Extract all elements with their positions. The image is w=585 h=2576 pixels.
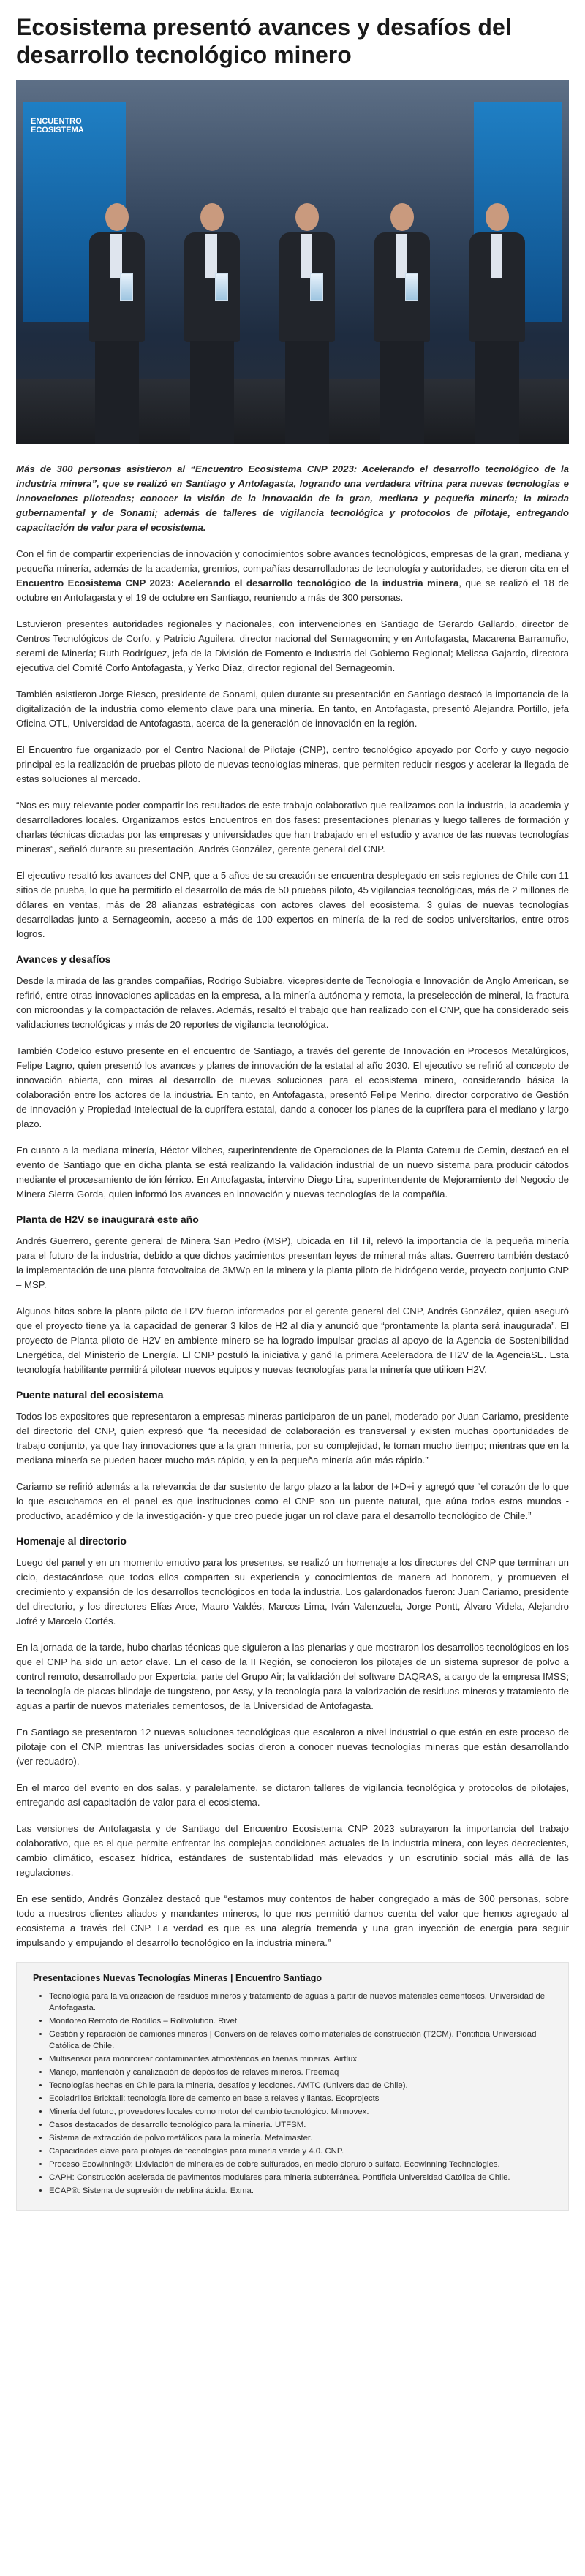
honoree-figure [83, 203, 149, 444]
box-title: Presentaciones Nuevas Tecnologías Mineras | Encuentro Santiago [33, 1973, 322, 1983]
paragraph: Estuvieron presentes autoridades regionales y nacionales, con intervenciones en Santiago de Gerardo Gallardo, director de Centros Tecnológicos de Corfo, y Patricio Aguilera, director nacional del Sernageomin; y en Antofagasta, Macarena Barramuño, seremi de Minería; Ruth Rodríguez, jefa de la División de Fomento e Industria del Gobierno Regional; Melissa Gajardo, directora ejecutiva del Comité Corfo Antofagasta, y Yerko Díaz, director regional del Sernageomin. [16, 618, 569, 673]
paragraph: En ese sentido, Andrés González destacó que “estamos muy contentos de haber congregado a más de 300 personas, sobre todo a nuestros clientes aliados y mandantes mineros, lo que nos permitió darnos cuenta del valor que hemos agregado al ecosistema a través del CNP. La verdad es que es una alegría tremenda y una gran inyección de energía para seguir impulsando y empujando el desarrollo tecnológico en la industria minera.” [16, 1893, 569, 1948]
honoree-figure [178, 203, 244, 444]
paragraph: Algunos hitos sobre la planta piloto de H2V fueron informados por el gerente general del CNP, Andrés González, quien aseguró que el proyecto tiene ya la capacidad de generar 3 kilos de H2 al día y anunció que “prontamente la planta será inaugurada”. El proyecto de Planta piloto de H2V en ambiente minero se ha logrado impulsar gracias al apoyo de la Agencia de Sostenibilidad Energética, del Ministerio de Energía. El CNP postuló la iniciativa y ganó la primera Aceleradora de H2V de la AgenciaSE. Esta tecnología habilitante permitirá pilotear nuevos equipos y nuevas tecnologías para la minería que utilicen H2V. [16, 1306, 569, 1375]
paragraph: “Nos es muy relevante poder compartir los resultados de este trabajo colaborativo que realizamos con la industria, la academia y desarrolladores locales. Organizamos estos Encuentros en dos fases: presentaciones plenarias y luego talleres de formación y charlas técnicas dictadas por las empresas y universidades que han trabajado en el estudio y avance de las nuevas tecnologías mineras”, señaló durante su presentación, Andrés González, gerente general del CNP. [16, 800, 569, 855]
paragraph: En la jornada de la tarde, hubo charlas técnicas que siguieron a las plenarias y que mostraron los desarrollos tecnológicos en los que el CNP ha sido un actor clave. En el caso de la II Región, se conocieron los pilotajes de un sistema supresor de polvo a control remoto, desarrollado por Expertcia, parte del Grupo Air; la validación del software DAQRAS, a cargo de la empresa IMSS; la tecnología de placas blindaje de tungsteno, por Assy, y la tecnología para la valorización de residuos mineros y tratamiento de aguas a partir de nuevos materiales cementosos, de la Universidad de Antofagasta. [16, 1642, 569, 1711]
paragraph: Desde la mirada de las grandes compañías, Rodrigo Subiabre, vicepresidente de Tecnología e Innovación de Anglo American, se refirió, entre otras innovaciones aplicadas en la empresa, a la minería autónoma y remota, la preselección de mineral, la fractura con microondas y la compactación de relaves. Además, resaltó el trabajo que han realizado con el CNP, que ha considerado seis validaciones tecnológicas y más de 20 reportes de vigilancia tecnológica. [16, 975, 569, 1030]
list-item: • Multisensor para monitorear contaminantes atmosféricos en faenas mineras. Airflux. [49, 2053, 552, 2065]
list-item: • Tecnología para la valorización de residuos mineros y tratamiento de aguas a partir de nuevos materiales cementosos. Universidad de Antofagasta. [49, 1990, 552, 2014]
list-item: • Monitoreo Remoto de Rodillos – Rollvolution. Rivet [49, 2015, 552, 2027]
paragraph: También asistieron Jorge Riesco, presidente de Sonami, quien durante su presentación en Santiago destacó la importancia de la digitalización de la industria como elemento clave para una minería. En tanto, en Antofagasta, presentó Alejandra Portillo, jefa Oficina OTL, Universidad de Antofagasta, acerca de la generación de innovación en la región. [16, 689, 569, 729]
honoree-figure [369, 203, 434, 444]
paragraph: Andrés Guerrero, gerente general de Minera San Pedro (MSP), ubicada en Til Til, relevó la importancia de la pequeña minería para el futuro de la industria, debido a que dichos yacimientos presentan leyes de mineral más altas. Guerrero también destacó la implementación de una planta fotovoltaica de 3MWp en la minera y la planta piloto de hidrógeno verde, proyecto conjunto CNP – MSP. [16, 1235, 569, 1290]
honoree-figure [273, 203, 339, 444]
article-title: Ecosistema presentó avances y desafíos del desarrollo tecnológico minero [16, 14, 512, 68]
list-item: • Minería del futuro, proveedores locales como motor del cambio tecnológico. Minnovex. [49, 2106, 552, 2118]
technologies-box [16, 1962, 569, 2211]
article-lead: Más de 300 personas asistieron al “Encuentro Ecosistema CNP 2023: Acelerando el desarrollo tecnológico de la industria minera”, que se realizó en Santiago y Antofagasta, logrando una verdadera vitrina para nuevas tecnologías e innovaciones piloteadas; conocer la visión de la innovación de la gran, mediana y pequeña minería; la mirada gubernamental y de Sonami; además de talleres de vigilancia tecnológica y protocolos de pilotaje, entregando capacitación de valor para el ecosistema. [16, 463, 569, 533]
list-item: • Casos destacados de desarrollo tecnológico para la minería. UTFSM. [49, 2119, 552, 2131]
paragraph: Las versiones de Antofagasta y de Santiago del Encuentro Ecosistema CNP 2023 subrayaron la importancia del trabajo colaborativo, que es el que permite enfrentar las complejas condiciones actuales de la industria minera, con leyes decrecientes, cambio climático, escasez hídrica, estándares de sustentabilidad más elevados y un escrutinio social más allá de las regulaciones. [16, 1823, 569, 1878]
paragraph: Luego del panel y en un momento emotivo para los presentes, se realizó un homenaje a los directores del CNP que terminan un ciclo, destacándose que todos ellos comparten su experiencia y conocimientos de manera ad honorem, y promueven el crecimiento y expansión de los desarrollos tecnológicos en toda la industria. Los galardonados fueron: Juan Cariamo, presidente del directorio, y los directores Elías Arce, Mauro Valdés, Marcos Lima, Iván Valenzuela, Jorge Pontt, Álvaro Videla, Alejandro Jofré y Marcelo Cortés. [16, 1557, 569, 1626]
technologies-list [33, 1990, 552, 2197]
paragraph: En cuanto a la mediana minería, Héctor Vilches, superintendente de Operaciones de la Planta Catemu de Cemin, destacó en el evento de Santiago que en dicha planta se está realizando la validación industrial de un nuevo sistema para producir cátodos mediante el procesamiento de ión férrico. En Antofagasta, intervino Diego Lira, superintendente de Mejoramiento del Negocio de Minera Sierra Gorda, quien informó los avances en innovación y nuevas tecnologías de la compañía. [16, 1145, 569, 1200]
banner-text: ENCUENTRO ECOSISTEMA [31, 117, 84, 135]
list-item: • Gestión y reparación de camiones mineros | Conversión de relaves como materiales de construcción (T2CM). Pontificia Universidad Católica de Chile. [49, 2028, 552, 2052]
paragraph: En Santiago se presentaron 12 nuevas soluciones tecnológicas que escalaron a nivel industrial o que están en este proceso de pilotaje con el CNP, mientras las universidades socias dieron a conocer nuevas tecnologías mineras que están desarrollando (ver recuadro). [16, 1727, 569, 1767]
list-item: • CAPH: Construcción acelerada de pavimentos modulares para minería subterránea. Pontificia Universidad Católica de Chile. [49, 2172, 552, 2183]
presenter-figure [464, 203, 529, 444]
event-photo [16, 80, 569, 444]
section-heading: Puente natural del ecosistema [16, 1389, 164, 1401]
paragraph: También Codelco estuvo presente en el encuentro de Santiago, a través del gerente de Innovación en Procesos Metalúrgicos, Felipe Lagno, quien presentó los avances y planes de innovación de la estatal al año 2030. El ejecutivo se refirió al concepto de innovación abierta, con miras al desarrollo de nuevas soluciones para el ecosistema minero, considerando básica la colaboración entre los actores de la industria. En tanto, en Antofagasta, presentó Felipe Merino, director corporativo de Gestión de Innovación y Propiedad Intelectual de la cuprífera estatal, dando a conocer los planes de la cuprífera para el mediano y largo plazo. [16, 1045, 569, 1129]
paragraph: El ejecutivo resaltó los avances del CNP, que a 5 años de su creación se encuentra desplegado en seis regiones de Chile con 11 sitios de prueba, lo que ha permitido el desarrollo de más de 50 pruebas piloto, 45 vigilancias tecnológicas, más de 2 millones de dólares en ventas, más de 28 alianzas estratégicas con actores claves del ecosistema, 3 guías de nuevas tecnologías desarrolladas junto a Sernageomin, acceso a más de 100 expertos en minería de la red de socios universitarios, entre otros logros. [16, 870, 569, 939]
paragraph: Todos los expositores que representaron a empresas mineras participaron de un panel, moderado por Juan Cariamo, presidente del directorio del CNP, quien expresó que “la necesidad de colaboración es transversal y existen muchas oportunidades de trabajo conjunto, ya que hay innovaciones que a la gran minería, por su complejidad, le toman mucho tiempo; mientras que en la mediana minería se pueden hacer mucho más rápido, y en la pequeña minería aún más rápido.” [16, 1411, 569, 1466]
list-item: • Tecnologías hechas en Chile para la minería, desafíos y lecciones. AMTC (Universidad de Chile). [49, 2080, 552, 2091]
list-item: • ECAP®: Sistema de supresión de neblina ácida. Exma. [49, 2185, 552, 2197]
paragraph: Con el fin de compartir experiencias de innovación y conocimientos sobre avances tecnológicos, empresas de la gran, mediana y pequeña minería, además de la academia, gremios, compañías desarrolladoras de tecnología y autoridades, se dieron cita en el Encuentro Ecosistema CNP 2023: Acelerando el desarrollo tecnológico de la industria minera, que se realizó el 18 de octubre en Antofagasta y el 19 de octubre en Santiago, reuniendo a más de 300 personas. [16, 548, 570, 603]
paragraph: Cariamo se refirió además a la relevancia de dar sustento de largo plazo a la labor de I+D+i y agregó que “el corazón de lo que lo que escuchamos en el panel es que instituciones como el CNP son un puente natural, que aúna todos estos mundos -productivo, académico y de la investigación- y que creo puede jugar un rol clave para el desarrollo tecnológico de Chile.” [16, 1481, 569, 1521]
list-item: • Proceso Ecowinning®: Lixiviación de minerales de cobre sulfurados, en medio cloruro o sulfato. Ecowinning Technologies. [49, 2159, 552, 2170]
list-item: • Ecoladrillos Bricktail: tecnología libre de cemento en base a relaves y llantas. Ecoprojects [49, 2093, 552, 2105]
paragraph: En el marco del evento en dos salas, y paralelamente, se dictaron talleres de vigilancia tecnológica y protocolos de pilotajes, entregando así capacitación de valor para el ecosistema. [16, 1782, 569, 1808]
section-heading: Avances y desafíos [16, 953, 111, 965]
list-item: • Capacidades clave para pilotajes de tecnologías para minería verde y 4.0. CNP. [49, 2145, 552, 2157]
paragraph: El Encuentro fue organizado por el Centro Nacional de Pilotaje (CNP), centro tecnológico apoyado por Corfo y cuyo negocio principal es la realización de pruebas piloto de nuevas tecnologías mineras, que permiten reducir riesgos y acelerar la llegada de estas soluciones al mercado. [16, 744, 569, 784]
section-heading: Planta de H2V se inaugurará este año [16, 1213, 199, 1225]
list-item: • Manejo, mantención y canalización de depósitos de relaves mineros. Freemaq [49, 2067, 552, 2078]
list-item: • Sistema de extracción de polvo metálicos para la minería. Metalmaster. [49, 2132, 552, 2144]
section-heading: Homenaje al directorio [16, 1535, 127, 1547]
